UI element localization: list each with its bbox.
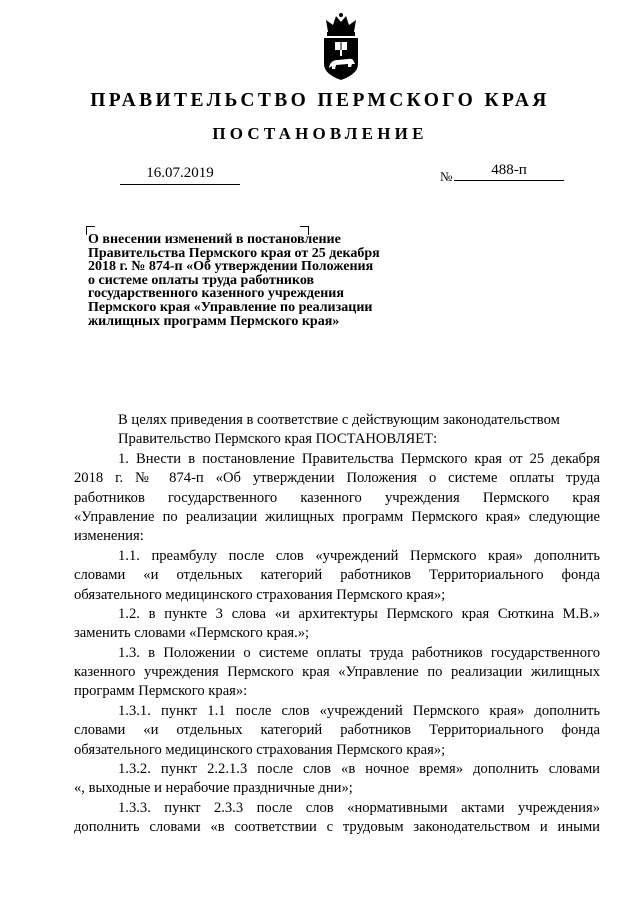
- number-sign: №: [440, 169, 453, 184]
- subject-line: 2018 г. № 874-п «Об утверждении Положения: [88, 259, 374, 275]
- document-number: 488-п: [491, 162, 527, 178]
- body-line: 1.1. преамбулу после слов «учреждений Пермского края» дополнить: [118, 547, 600, 564]
- document-body: [74, 411, 600, 838]
- number-underline: [454, 180, 564, 181]
- document-subject: [88, 233, 418, 328]
- body-line: «, выходные и нерабочие праздничные дни»;: [74, 780, 353, 797]
- body-line: обязательного медицинского страхования Пермского края»;: [74, 586, 446, 603]
- body-line: заменить словами «Пермского края.»;: [74, 625, 310, 642]
- document-type: ПОСТАНОВЛЕНИЕ: [212, 124, 428, 143]
- body-line: 1.3.2. пункт 2.2.1.3 после слов «в ночное время» дополнить словами: [118, 761, 600, 778]
- subject-line: О внесении изменений в постановление: [88, 232, 341, 247]
- body-line: словами «и отдельных категорий работников Территориального фонда: [74, 722, 600, 739]
- body-line: словами «и отдельных категорий работников Территориального фонда: [74, 567, 600, 584]
- body-line: изменения:: [74, 528, 144, 545]
- body-line: В целях приведения в соответствие с действующим законодательством: [118, 412, 560, 428]
- subject-line: Правительства Пермского края от 25 декабря: [88, 245, 380, 261]
- subject-line: Пермского края «Управление по реализации: [88, 299, 373, 315]
- body-line: 1.2. в пункте 3 слова «и архитектуры Пермского края Сюткина М.В.»: [118, 605, 600, 622]
- subject-line: о системе оплаты труда работников: [88, 272, 315, 288]
- subject-line: государственного казенного учреждения: [88, 286, 344, 302]
- body-line: 1. Внести в постановление Правительства Пермского края от 25 декабря: [118, 450, 600, 467]
- body-line: программ Пермского края»:: [74, 683, 248, 700]
- document-date: 16.07.2019: [146, 165, 214, 181]
- subject-line: жилищных программ Пермского края»: [88, 313, 340, 329]
- date-underline: [120, 184, 240, 185]
- body-line: 1.3.3. пункт 2.3.3 после слов «нормативными актами учреждения»: [118, 799, 600, 816]
- body-line: Правительство Пермского края ПОСТАНОВЛЯЕТ:: [118, 431, 438, 448]
- body-line: обязательного медицинского страхования Пермского края»;: [74, 741, 446, 758]
- body-line: «Управление по реализации жилищных программ Пермского края» следующие: [74, 508, 600, 525]
- government-title: ПРАВИТЕЛЬСТВО ПЕРМСКОГО КРАЯ: [90, 90, 550, 111]
- body-line: 1.3. в Положении о системе оплаты труда работников государственного: [118, 644, 600, 661]
- body-line: дополнить словами «в соответствии с трудовым законодательством и иными: [74, 819, 600, 836]
- body-line: 1.3.1. пункт 1.1 после слов «учреждений Пермского края» дополнить: [118, 702, 600, 719]
- body-line: работников государственного казенного учреждения Пермского края: [74, 489, 600, 506]
- perm-krai-emblem-icon: [318, 12, 364, 82]
- body-line: 2018 г. № 874-п «Об утверждении Положения о системе оплаты труда: [74, 470, 600, 487]
- body-line: казенного учреждения Пермского края «Управление по реализации жилищных: [74, 664, 600, 681]
